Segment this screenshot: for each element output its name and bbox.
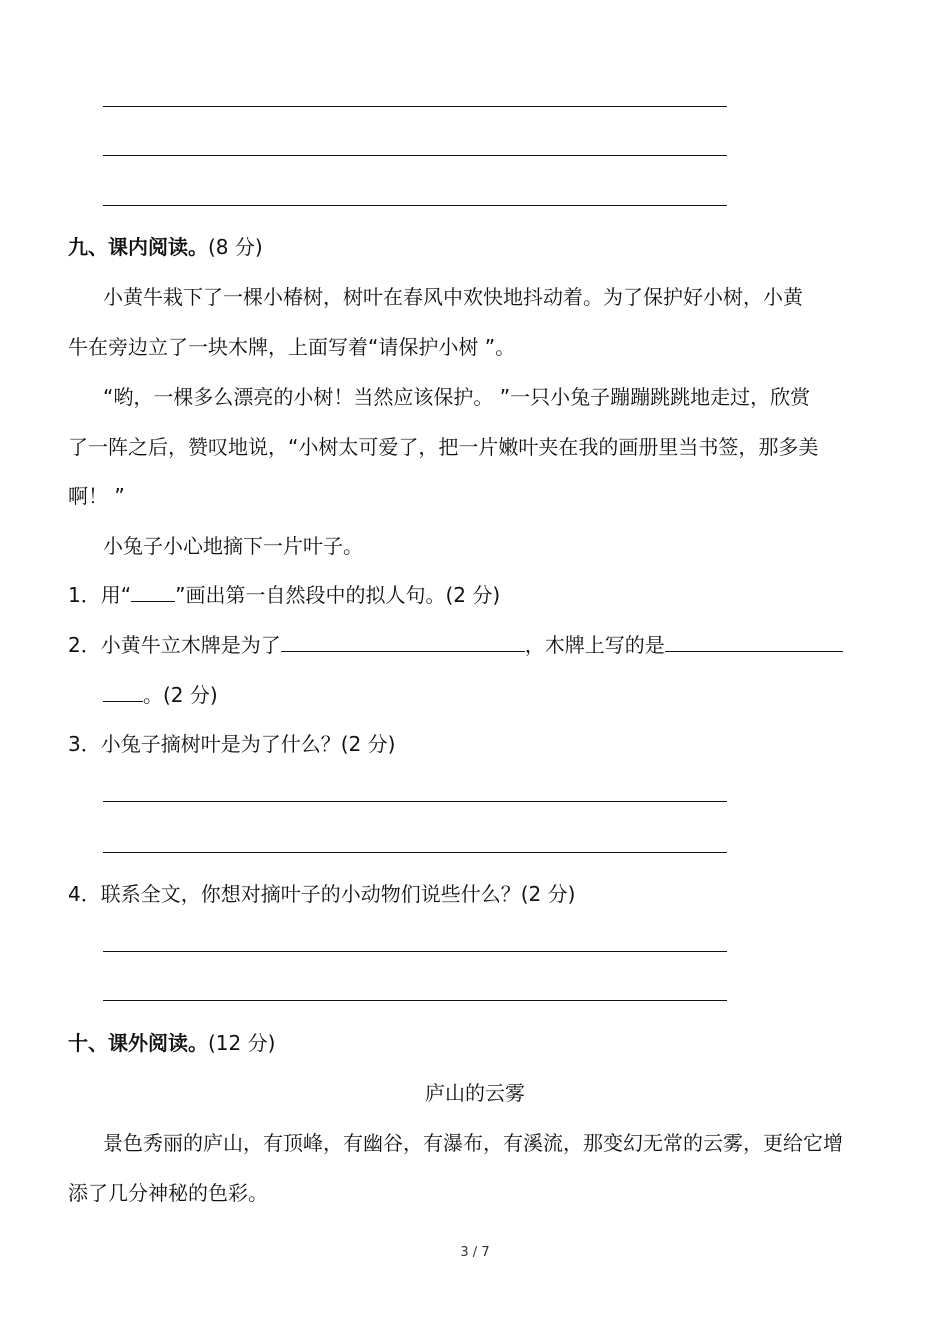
section-9-title: 九、课内阅读。: [68, 235, 208, 259]
passage-line: 啊！ ”: [68, 484, 125, 508]
answer-line: [103, 205, 727, 206]
question-2: [68, 631, 950, 659]
question-2-end: 。(2 分): [143, 683, 218, 707]
answer-line[interactable]: [103, 852, 727, 853]
passage-line: 添了几分神秘的色彩。: [68, 1181, 268, 1205]
question-3: 3．小兔子摘树叶是为了什么？(2 分): [68, 732, 396, 756]
answer-line: [103, 155, 727, 156]
passage-line: 小兔子小心地摘下一片叶子。: [103, 534, 363, 558]
question-4: 4．联系全文，你想对摘叶子的小动物们说些什么？(2 分): [68, 882, 576, 906]
passage-title: 庐山的云雾: [425, 1081, 525, 1105]
question-1-blank[interactable]: [131, 581, 175, 602]
section-10-heading: [68, 1029, 950, 1057]
page-number: 3 / 7: [460, 1245, 490, 1260]
answer-line[interactable]: [103, 1000, 727, 1001]
question-2-blank-2-continued[interactable]: [103, 681, 143, 702]
question-2-text-2: ，木牌上写的是: [524, 633, 665, 657]
passage-line: 景色秀丽的庐山，有顶峰，有幽谷，有瀑布，有溪流，那变幻无常的云雾，更给它增: [103, 1131, 843, 1155]
question-2-blank-2[interactable]: [665, 631, 843, 652]
question-1: [68, 581, 950, 609]
passage-line: 了一阵之后，赞叹地说，“小树太可爱了，把一片嫩叶夹在我的画册里当书签，那多美: [68, 435, 819, 459]
answer-line[interactable]: [103, 951, 727, 952]
answer-line: [103, 106, 727, 107]
section-9-score: (8 分): [208, 235, 263, 259]
question-1-text-before: 1．用“: [68, 583, 132, 607]
passage-line: 小黄牛栽下了一棵小椿树，树叶在春风中欢快地抖动着。为了保护好小树，小黄: [103, 285, 803, 309]
answer-line[interactable]: [103, 801, 727, 802]
section-10-title: 十、课外阅读。: [68, 1031, 208, 1055]
passage-line: “哟，一棵多么漂亮的小树！当然应该保护。 ”一只小兔子蹦蹦跳跳地走过，欣赏: [103, 385, 811, 409]
question-1-text-after: ”画出第一自然段中的拟人句。(2 分): [175, 583, 501, 607]
question-2-continued: [103, 681, 950, 709]
question-2-blank-1[interactable]: [281, 631, 525, 652]
passage-line: 牛在旁边立了一块木牌，上面写着“请保护小树 ”。: [68, 335, 516, 359]
section-10-score: (12 分): [208, 1031, 276, 1055]
section-9-heading: [68, 233, 950, 261]
question-2-text-1: 2．小黄牛立木牌是为了: [68, 633, 281, 657]
